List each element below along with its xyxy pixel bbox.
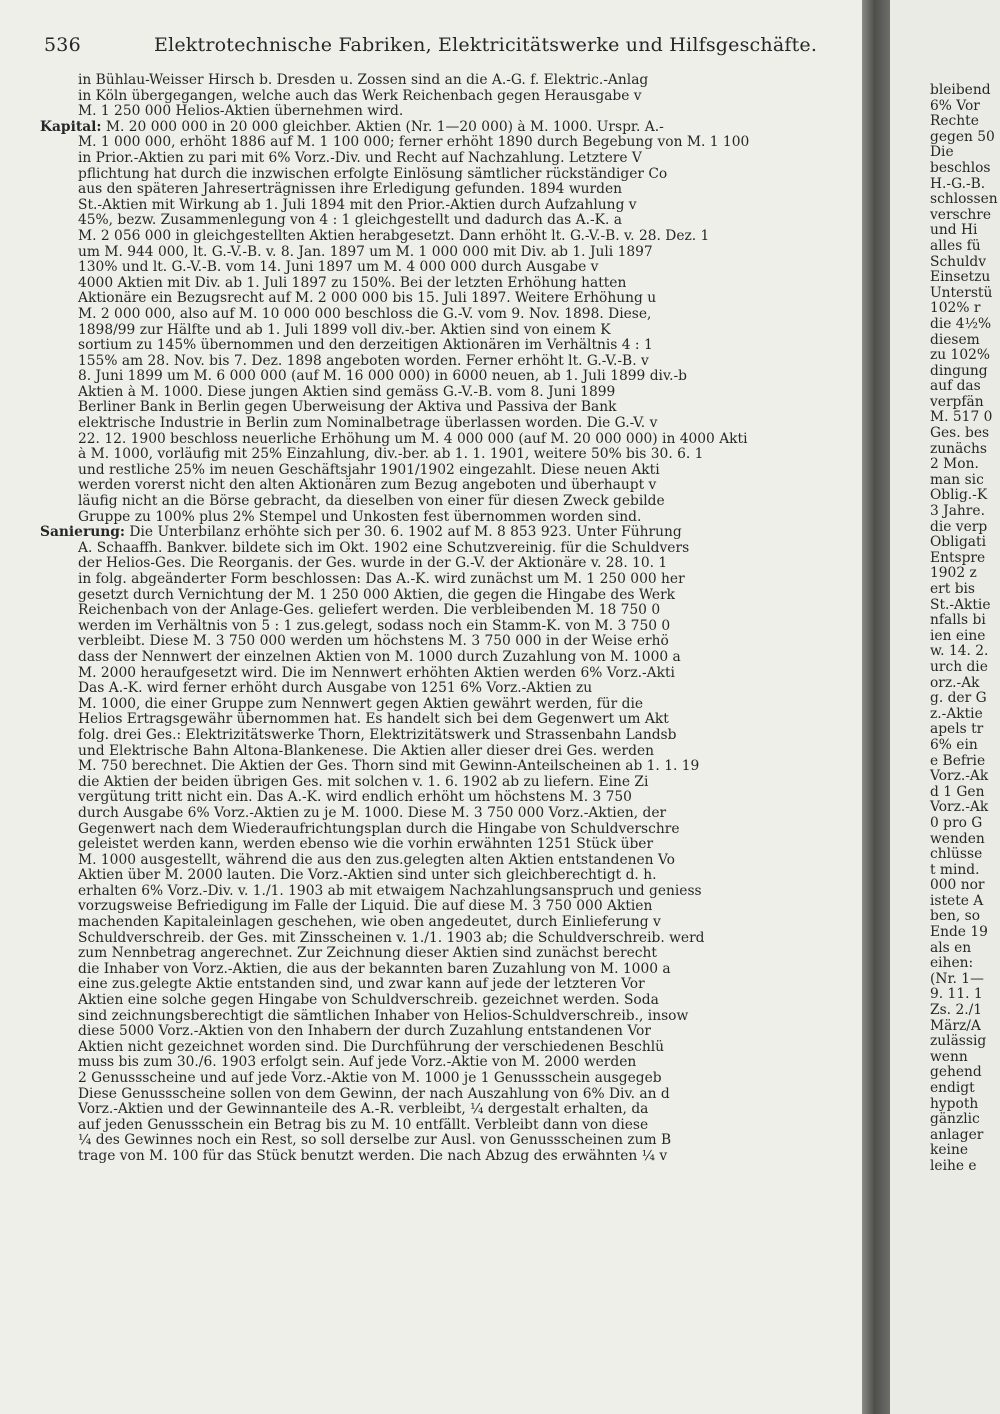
facing-page-line: verpfän — [930, 394, 984, 410]
book-gutter — [862, 0, 890, 1414]
text-line: 8. Juni 1899 um M. 6 000 000 (auf M. 16 000 000) in 6000 neuen, ab 1. Juli 1899 div.-b — [78, 369, 687, 385]
text-line: Das A.-K. wird ferner erhöht durch Ausgabe von 1251 6% Vorz.-Aktien zu — [78, 681, 593, 697]
text-line: M. 2000 heraufgesetzt wird. Die im Nennwert erhöhten Aktien werden 6% Vorz.-Akti — [78, 665, 675, 681]
text-line: Aktien über M. 2000 lauten. Die Vorz.-Aktien sind unter sich gleichberechtigt d. h. — [78, 868, 657, 884]
facing-page-line: zu 102% — [930, 348, 990, 364]
text-line: folg. drei Ges.: Elektrizitätswerke Thorn, Elektrizitätswerk und Strassenbahn Landsb — [78, 727, 677, 743]
facing-page-line: wenn — [930, 1049, 968, 1065]
facing-page-line: Ges. bes — [930, 426, 990, 442]
line-text: M. 20 000 000 in 20 000 gleichber. Aktien (Nr. 1—20 000) à M. 1000. Urspr. A.- — [101, 119, 664, 135]
facing-page-line: man sic — [930, 472, 984, 488]
text-line: Gegenwert nach dem Wiederaufrichtungsplan durch die Hingabe von Schuldverschre — [78, 821, 680, 837]
facing-page-line: die 4½% — [930, 316, 992, 332]
facing-page-line: gegen 50 — [930, 129, 995, 145]
text-line: der Helios-Ges. Die Reorganis. der Ges. wurde in der G.-V. der Aktionäre v. 28. 10. 1 — [78, 556, 668, 572]
facing-page-line: Vorz.-Ak — [930, 800, 989, 816]
text-line: diese 5000 Vorz.-Aktien von den Inhabern der durch Zuzahlung entstandenen Vor — [78, 1024, 651, 1040]
text-line: Helios Ertragsgewähr übernommen hat. Es handelt sich bei dem Gegenwert um Akt — [78, 712, 669, 728]
section-label: Sanierung: — [40, 525, 126, 541]
facing-page-line: 1902 z — [930, 566, 977, 582]
text-line: die Inhaber von Vorz.-Aktien, die aus der bekannten baren Zuzahlung von M. 1000 a — [78, 961, 671, 977]
text-line: 22. 12. 1900 beschloss neuerliche Erhöhung um M. 4 000 000 (auf M. 20 000 000) in 4000 Akti — [78, 431, 748, 447]
facing-page-line: Die — [930, 145, 954, 161]
text-line: Schuldverschreib. der Ges. mit Zinsscheinen v. 1./1. 1903 ab; die Schuldverschreib. werd — [78, 930, 705, 946]
text-line: verbleibt. Diese M. 3 750 000 werden um höchstens M. 3 750 000 in der Weise erhö — [78, 634, 669, 650]
text-line: werden im Verhältnis von 5 : 1 zus.gelegt, sodass noch ein Stamm-K. von M. 3 750 0 — [78, 618, 671, 634]
text-line: M. 1000 ausgestellt, während die aus den zus.gelegten alten Aktien entstandenen Vo — [78, 852, 675, 868]
facing-page-line: Unterstü — [930, 285, 993, 301]
facing-page-line: endigt — [930, 1081, 975, 1096]
facing-page-line: istete A — [930, 893, 984, 909]
text-line: St.-Aktien mit Wirkung ab 1. Juli 1894 mit den Prior.-Aktien durch Aufzahlung v — [78, 197, 637, 213]
facing-page-line: Oblig.-K — [930, 488, 988, 504]
facing-page-line: alles fü — [930, 238, 981, 254]
facing-page-line: 6% ein — [930, 737, 978, 753]
text-line: Reichenbach von der Anlage-Ges. geliefert werden. Die verbleibenden M. 18 750 0 — [78, 603, 661, 619]
facing-page-line: eihen: — [930, 956, 974, 972]
facing-page-line: d 1 Gen — [930, 784, 985, 800]
text-line: werden vorerst nicht den alten Aktionären zum Bezug angeboten und überhaupt v — [78, 478, 657, 494]
text-line: in Prior.-Aktien zu pari mit 6% Vorz.-Div. und Recht auf Nachzahlung. Letztere V — [78, 150, 642, 166]
text-line — [40, 525, 862, 541]
text-line: und Elektrische Bahn Altona-Blankenese. Die Aktien aller dieser drei Ges. werden — [78, 743, 655, 759]
text-line: in Bühlau-Weisser Hirsch b. Dresden u. Zossen sind an die A.-G. f. Elektric.-Anlag — [78, 73, 649, 88]
facing-page-line: wenden — [930, 831, 985, 847]
facing-page-line: w. 14. 2. — [930, 644, 989, 660]
facing-page-line: (Nr. 1— — [930, 971, 984, 987]
facing-page-line: ben, so — [930, 909, 981, 925]
facing-page-line: zulässig — [930, 1034, 987, 1050]
text-line: M. 1 250 000 Helios-Aktien übernehmen wird. — [78, 104, 404, 120]
facing-page-line: schlossen — [930, 192, 998, 208]
text-line: Gruppe zu 100% plus 2% Stempel und Unkosten fest übernommen worden sind. — [78, 509, 642, 525]
text-line: M. 2 056 000 in gleichgestellten Aktien herabgesetzt. Dann erhöht lt. G.-V.-B. v. 28. Dez. 1 — [78, 228, 710, 244]
text-line: läufig nicht an die Börse gebracht, da dieselben von einer für diesen Zweck gebilde — [78, 494, 665, 510]
text-line: Aktien eine solche gegen Hingabe von Schuldverschreib. gezeichnet werden. Soda — [78, 993, 659, 1009]
text-line: M. 2 000 000, also auf M. 10 000 000 beschloss die G.-V. vom 9. Nov. 1898. Diese, — [78, 306, 652, 322]
facing-page-line: gänzlic — [930, 1112, 980, 1128]
text-line: zum Nennbetrag angerechnet. Zur Zeichnung dieser Aktien sind zunächst berecht — [78, 946, 657, 962]
facing-page-line: nfalls bi — [930, 613, 986, 629]
text-line: Vorz.-Aktien und der Gewinnanteile des A.-R. verbleibt, ¼ dergestalt erhalten, da — [78, 1102, 649, 1118]
facing-page-line: 0 pro G — [930, 815, 983, 831]
text-line: machenden Kapitaleinlagen geschehen, wie oben angedeutet, durch Einlieferung v — [78, 915, 661, 931]
facing-page-line: M. 517 0 — [930, 410, 993, 426]
running-title: Elektrotechnische Fabriken, Elektricitätswerke und Hilfsgeschäfte. — [154, 34, 818, 56]
facing-page-line: Zs. 2./1 — [930, 1003, 983, 1019]
running-header — [44, 34, 844, 58]
facing-page-line: apels tr — [930, 722, 984, 738]
text-line: erhalten 6% Vorz.-Div. v. 1./1. 1903 ab mit etwaigem Nachzahlungsanspruch und geniess — [78, 883, 702, 899]
text-line: Diese Genussscheine sollen von dem Gewinn, der nach Auszahlung von 6% Div. an d — [78, 1086, 670, 1102]
text-line: Aktien à M. 1000. Diese jungen Aktien sind gemäss G.-V.-B. vom 8. Juni 1899 — [78, 384, 616, 400]
text-line: ¼ des Gewinnes noch ein Rest, so soll derselbe zur Ausl. von Genussscheinen zum B — [78, 1133, 672, 1149]
text-line: A. Schaaffh. Bankver. bildete sich im Okt. 1902 eine Schutzvereinig. für die Schuldvers — [78, 540, 690, 556]
facing-page-line: Vorz.-Ak — [930, 769, 989, 785]
facing-page-line: 3 Jahre. — [930, 504, 985, 520]
text-line: auf jeden Genussschein ein Betrag bis zu M. 10 entfällt. Verbleibt dann von diese — [78, 1117, 649, 1133]
facing-page-line: hypoth — [930, 1096, 979, 1112]
facing-page-line: g. der G — [930, 691, 987, 707]
facing-page-line: H.-G.-B. — [930, 176, 986, 192]
facing-page-line: dingung — [930, 363, 988, 379]
text-line: M. 750 berechnet. Die Aktien der Ges. Thorn sind mit Gewinn-Anteilscheinen ab 1. 1. 19 — [78, 759, 700, 775]
text-line: Aktionäre ein Bezugsrecht auf M. 2 000 000 bis 15. Juli 1897. Weitere Erhöhung u — [78, 291, 657, 307]
facing-page-line: 102% r — [930, 301, 981, 317]
text-line: 155% am 28. Nov. bis 7. Dez. 1898 angeboten worden. Ferner erhöht lt. G.-V.-B. v — [78, 353, 649, 369]
text-line: geleistet werden kann, werden ebenso wie die vorhin erwähnten 1251 Stück über — [78, 837, 654, 853]
text-line: 45%, bezw. Zusammenlegung von 4 : 1 gleichgestellt und dadurch das A.-K. a — [78, 213, 622, 229]
text-line: vorzugsweise Befriedigung im Falle der Liquid. Die auf diese M. 3 750 000 Aktien — [78, 899, 653, 915]
text-line: und restliche 25% im neuen Geschäftsjahr 1901/1902 eingezahlt. Diese neuen Akti — [78, 462, 660, 478]
facing-page-line: Schuldv — [930, 254, 986, 270]
facing-page-line: z.-Aktie — [930, 706, 983, 722]
facing-page-line: die verp — [930, 519, 988, 535]
facing-page-line: e Befrie — [930, 753, 986, 769]
facing-page-line: Ende 19 — [930, 925, 988, 941]
facing-page-line: St.-Aktie — [930, 597, 991, 613]
facing-page-line: 2 Mon. — [930, 457, 979, 473]
facing-page-line: ert bis — [930, 582, 976, 597]
facing-page-line: diesem — [930, 332, 980, 348]
facing-page-line: als en — [930, 940, 972, 956]
facing-page-line: und Hi — [930, 223, 978, 239]
facing-page-line: ien eine — [930, 628, 986, 644]
text-line: in folg. abgeänderter Form beschlossen: Das A.-K. wird zunächst um M. 1 250 000 her — [78, 572, 685, 587]
facing-page-line: März/A — [930, 1018, 981, 1034]
text-line: dass der Nennwert der einzelnen Aktien von M. 1000 durch Zuzahlung von M. 1000 a — [78, 649, 681, 665]
text-line: 4000 Aktien mit Div. ab 1. Juli 1897 zu 150%. Bei der letzten Erhöhung hatten — [78, 275, 627, 291]
facing-page-line: 000 nor — [930, 878, 985, 894]
text-line: muss bis zum 30./6. 1903 erfolgt sein. Auf jede Vorz.-Aktie von M. 2000 werden — [78, 1055, 637, 1071]
facing-page-line: Einsetzu — [930, 270, 991, 286]
facing-page-line: verschre — [930, 207, 992, 223]
text-line: gesetzt durch Vernichtung der M. 1 250 000 Aktien, die gegen die Hingabe des Werk — [78, 587, 676, 603]
facing-page-text — [890, 83, 1000, 1175]
facing-page-line: keine — [930, 1143, 968, 1159]
facing-page-line: orz.-Ak — [930, 675, 980, 691]
text-line: um M. 944 000, lt. G.-V.-B. v. 8. Jan. 1897 um M. 1 000 000 mit Div. ab 1. Juli 1897 — [78, 244, 653, 260]
text-line: sortium zu 145% übernommen und den derzeitigen Aktionären im Verhältnis 4 : 1 — [78, 338, 653, 354]
facing-page-line: 6% Vor — [930, 98, 980, 114]
facing-page-line: gehend — [930, 1065, 982, 1081]
text-line: 2 Genussscheine und auf jede Vorz.-Aktie von M. 1000 je 1 Genussschein ausgegeb — [78, 1071, 662, 1086]
facing-page-line: 9. 11. 1 — [930, 987, 983, 1003]
facing-page-line: auf das — [930, 379, 981, 395]
facing-page-line: Entspre — [930, 550, 986, 566]
facing-page-line: t mind. — [930, 862, 980, 878]
text-line: Aktien nicht gezeichnet worden sind. Die Durchführung der verschiedenen Beschlü — [78, 1039, 665, 1055]
facing-page-line: zunächs — [930, 441, 987, 457]
text-line: M. 1000, die einer Gruppe zum Nennwert gegen Aktien gewährt werden, für die — [78, 696, 644, 712]
section-label: Kapital: — [40, 119, 102, 135]
facing-page-line: chlüsse — [930, 847, 983, 863]
text-line: 1898/99 zur Hälfte und ab 1. Juli 1899 voll div.-ber. Aktien sind von einem K — [78, 322, 611, 338]
text-line: M. 1 000 000, erhöht 1886 auf M. 1 100 000; ferner erhöht 1890 durch Begebung von M. 1 100 — [78, 135, 750, 151]
text-line: à M. 1000, vorläufig mit 25% Einzahlung, div.-ber. ab 1. 1. 1901, weitere 50% bis 30. 6. 1 — [78, 447, 704, 463]
facing-page-line: beschlos — [930, 160, 991, 176]
facing-page-line: Rechte — [930, 114, 979, 130]
text-line: aus den späteren Jahreserträgnissen ihre Erledigung gefunden. 1894 wurden — [78, 182, 623, 198]
facing-page-line: Obligati — [930, 535, 986, 551]
text-line: Berliner Bank in Berlin gegen Überweisung der Aktiva und Passiva der Bank — [78, 400, 617, 416]
text-line: elektrische Industrie in Berlin zum Nominalbetrage überlassen worden. Die G.-V. v — [78, 416, 658, 432]
page-number: 536 — [44, 34, 81, 56]
text-line: pflichtung hat durch die inzwischen erfolgte Einlösung sämtlicher rückständiger Co — [78, 166, 668, 182]
text-line: die Aktien der beiden übrigen Ges. mit solchen v. 1. 6. 1902 ab zu liefern. Eine Zi — [78, 774, 649, 790]
text-line: in Köln übergegangen, welche auch das Werk Reichenbach gegen Herausgabe v — [78, 88, 642, 104]
text-line — [40, 120, 862, 136]
text-line: trage von M. 100 für das Stück benutzt werden. Die nach Abzug des erwähnten ¼ v — [78, 1148, 668, 1164]
facing-page-line: urch die — [930, 659, 988, 675]
facing-page-edge — [890, 0, 1000, 1414]
line-text: Die Unterbilanz erhöhte sich per 30. 6. 1902 auf M. 8 853 923. Unter Führung — [125, 525, 682, 541]
facing-page-line: bleibend — [930, 83, 991, 98]
text-line: vergütung tritt nicht ein. Das A.-K. wird endlich erhöht um höchstens M. 3 750 — [78, 790, 632, 806]
text-line: sind zeichnungsberechtigt die sämtlichen Inhaber von Helios-Schuldverschreib., insow — [78, 1008, 689, 1024]
text-line: eine zus.gelegte Aktie entstanden sind, und zwar kann auf jede der letzteren Vor — [78, 977, 645, 993]
article-body — [40, 73, 862, 1403]
text-line: 130% und lt. G.-V.-B. vom 14. Juni 1897 um M. 4 000 000 durch Ausgabe v — [78, 260, 599, 276]
facing-page-line: leihe e — [930, 1158, 977, 1174]
text-line: durch Ausgabe 6% Vorz.-Aktien zu je M. 1000. Diese M. 3 750 000 Vorz.-Aktien, der — [78, 805, 667, 821]
facing-page-line: anlager — [930, 1127, 984, 1143]
